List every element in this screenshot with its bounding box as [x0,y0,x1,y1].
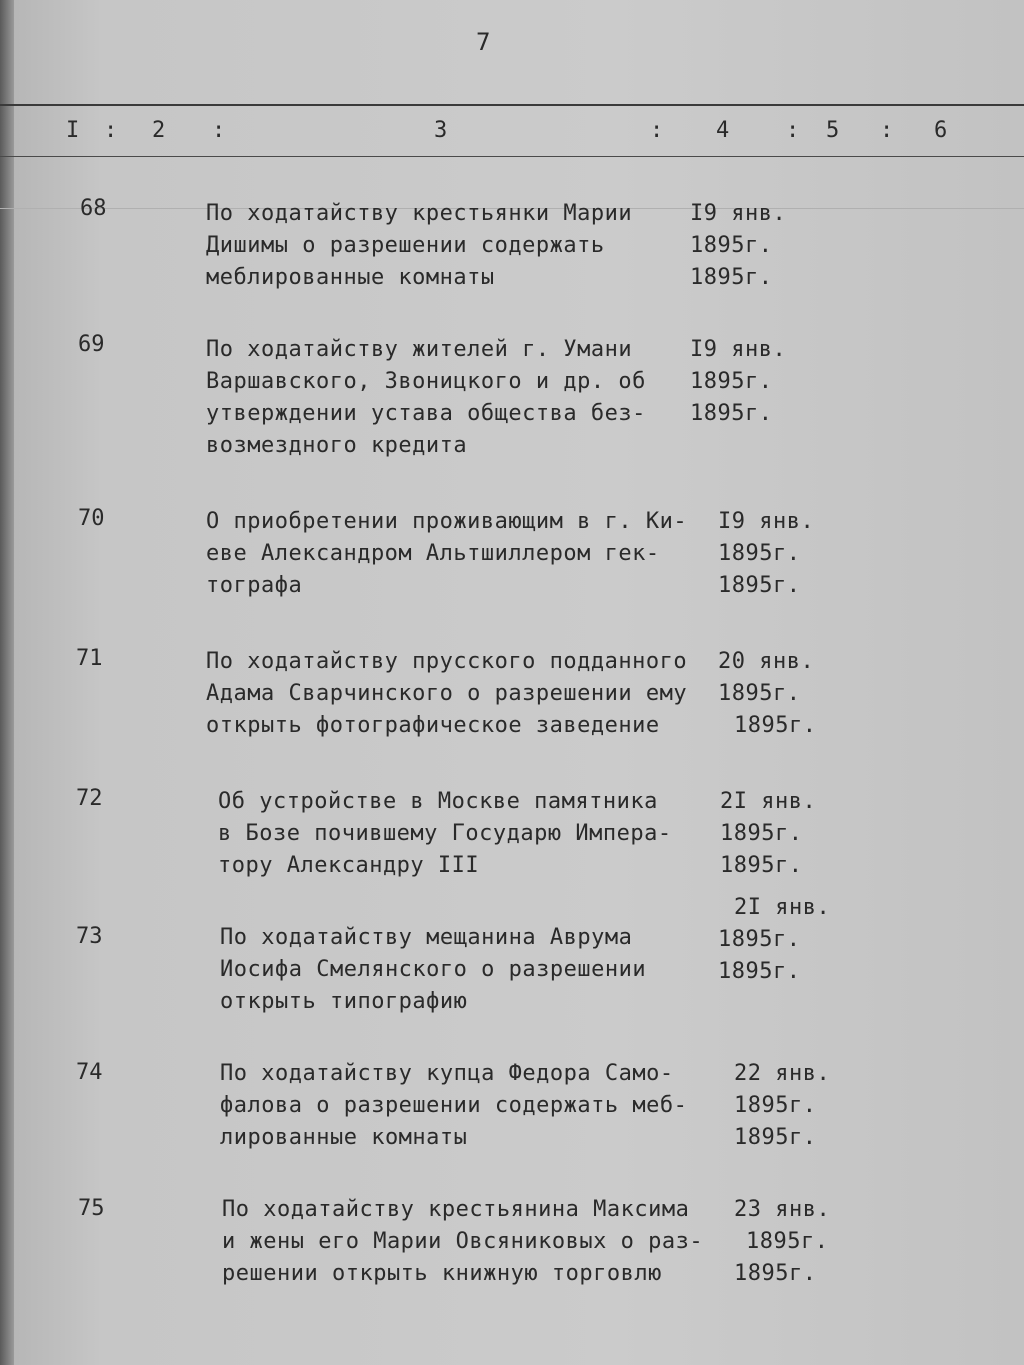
column-header-1: I [66,118,80,143]
entry-date: I9 янв. 1895г. 1895г. [690,337,787,426]
entry-number: 69 [78,332,105,357]
entry-date: 2I янв. 1895г. 1895г. [720,789,817,878]
entry-date: 2I янв. 1895г. 1895г. [718,895,831,984]
entry-description: По ходатайству крестьянина Максима и жены его Марии Овсяниковых о раз- решении открыть книжную торговлю [222,1197,704,1286]
entry-date: I9 янв. 1895г. 1895г. [718,509,815,598]
column-header-6: 6 [934,118,948,143]
page-binding-edge [0,0,14,1365]
header-bottom-rule [0,156,1024,157]
column-header-2: 2 [152,118,166,143]
header-top-rule [0,104,1024,106]
entry-description: По ходатайству крестьянки Марии Дишимы о разрешении содержать меблированные комнаты [206,201,633,290]
entry-number: 71 [76,646,103,671]
entry-number: 68 [80,196,107,221]
column-separator: : [212,118,226,143]
entry-description: По ходатайству прусского подданного Адама Сварчинского о разрешении ему открыть фотографическое заведение [206,649,688,738]
entry-number: 74 [76,1060,103,1085]
entry-description: О приобретении проживающим в г. Ки- еве Александром Альтшиллером гек- тографа [206,509,688,598]
column-separator: : [104,118,118,143]
page-number: 7 [476,28,491,56]
column-separator: : [650,118,664,143]
column-header-4: 4 [716,118,730,143]
entry-date: 22 янв. 1895г. 1895г. [734,1061,831,1150]
entry-date: I9 янв. 1895г. 1895г. [690,201,787,290]
entry-description: По ходатайству жителей г. Умани Варшавского, Звоницкого и др. об утверждении устава общества без- возмездного кредита [206,337,646,458]
entry-description: По ходатайству мещанина Аврума Иосифа Смелянского о разрешении открыть типографию [220,925,647,1014]
entry-number: 75 [78,1196,105,1221]
entry-number: 73 [76,924,103,949]
entry-number: 72 [76,786,103,811]
entry-number: 70 [78,506,105,531]
entry-date: 23 янв. 1895г. 1895г. [734,1197,831,1286]
entry-date: 20 янв. 1895г. 1895г. [718,649,817,738]
entry-description: По ходатайству купца Федора Само- фалова о разрешении содержать меб- лированные комнаты [220,1061,688,1150]
column-header-3: 3 [434,118,448,143]
entry-description: Об устройстве в Москве памятника в Бозе почившему Государю Импера- тору Александру III [218,789,672,878]
column-header-5: 5 [826,118,840,143]
column-separator: : [786,118,800,143]
column-separator: : [880,118,894,143]
